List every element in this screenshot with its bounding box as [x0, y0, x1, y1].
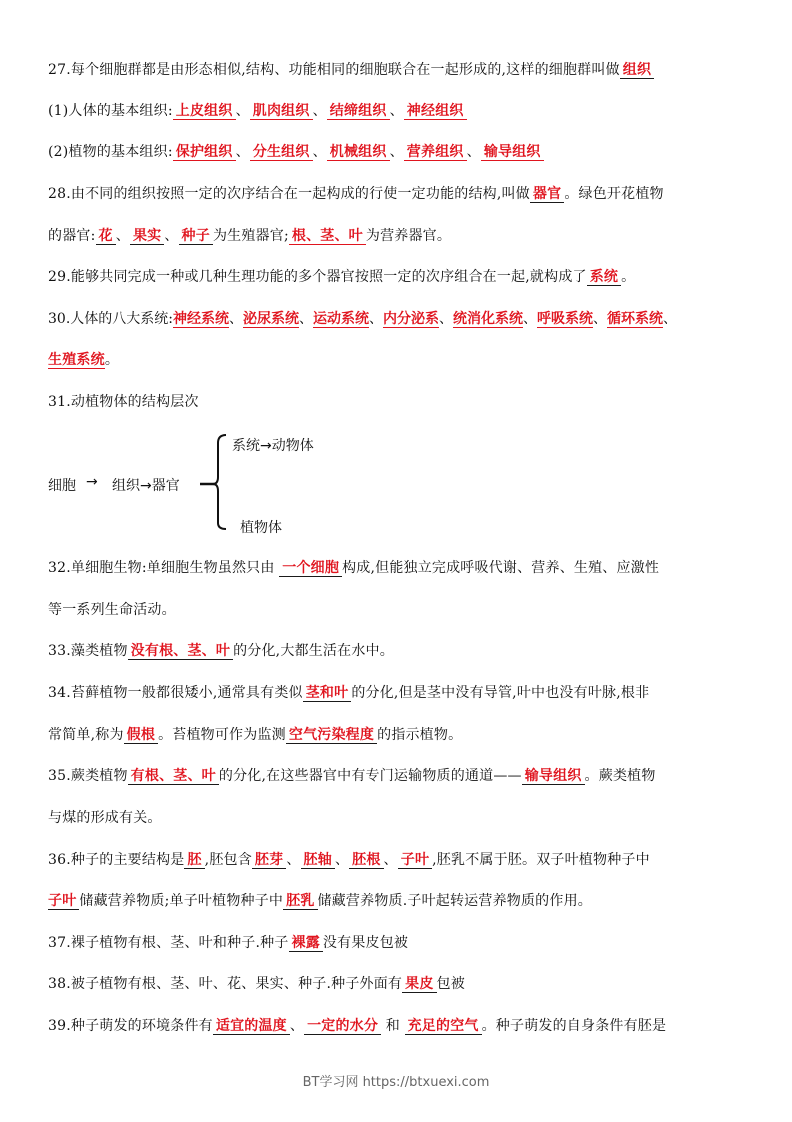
q39-text-mid: 和 — [385, 1018, 400, 1034]
q33-line1 — [48, 641, 394, 661]
q36-line1 — [48, 850, 650, 870]
answer-blank: 神经系统 — [172, 311, 229, 327]
diagram-node-plant: 植物体 — [240, 520, 282, 536]
structure-hierarchy-diagram — [48, 425, 368, 540]
q30-text-post: 。 — [104, 352, 120, 368]
answer-blank: 循环系统 — [606, 311, 663, 327]
answer-blank: 组织 — [620, 62, 654, 79]
q27-text: 27.每个细胞群都是由形态相似,结构、功能相同的细胞联合在一起形成的,这样的细胞群叫做 — [48, 62, 620, 78]
q29-text-post: 。 — [621, 269, 636, 285]
footer-text: BT学习网 https://btxuexi.com — [302, 1075, 490, 1090]
separator: 、 — [438, 311, 453, 327]
separator: 、 — [522, 311, 537, 327]
answer-blank: 运动系统 — [312, 311, 369, 327]
answer-blank: 分生组织 — [250, 144, 313, 161]
q38-line1 — [48, 974, 465, 994]
answer-blank: 保护组织 — [173, 144, 236, 161]
separator: 、 — [368, 311, 383, 327]
separator: 、 — [164, 228, 179, 244]
separator: 、 — [286, 852, 301, 868]
answer-blank: 胚轴 — [301, 852, 335, 869]
answer-blank: 泌尿系统 — [242, 311, 299, 327]
q33-text-post: 的分化,大都生活在水中。 — [233, 643, 394, 659]
q35-text: 35.蕨类植物 — [48, 768, 128, 784]
q30-line1 — [48, 309, 677, 329]
q35-text-mid: 的分化,在这些器官中有专门运输物质的通道—— — [218, 768, 522, 784]
q28-text: 28.由不同的组织按照一定的次序结合在一起构成的行使一定功能的结构,叫做 — [48, 186, 530, 202]
separator: 、 — [298, 311, 313, 327]
q34-text: 常简单,称为 — [48, 727, 124, 743]
q27-line1 — [48, 60, 654, 80]
q27-line3 — [48, 142, 544, 162]
answer-blank: 系统 — [587, 269, 621, 286]
answer-blank: 上皮组织 — [173, 103, 236, 120]
q37-text: 37.裸子植物有根、茎、叶和种子.种子 — [48, 935, 289, 951]
separator: 、 — [466, 144, 481, 160]
q33-text: 33.藻类植物 — [48, 643, 128, 659]
answer-blank: 花 — [96, 228, 116, 245]
q39-line1 — [48, 1016, 666, 1036]
answer-blank: 假根 — [124, 727, 158, 744]
diagram-node-tissue-organ: 组织→器官 — [112, 478, 180, 494]
answer-blank: 有根、茎、叶 — [128, 768, 219, 785]
footer-watermark — [0, 1071, 792, 1090]
answer-blank: 适宜的温度 — [213, 1018, 290, 1035]
answer-blank: 裸露 — [289, 935, 323, 952]
q31-line1 — [48, 392, 199, 412]
answer-blank: 输导组织 — [522, 768, 585, 785]
separator: 、 — [289, 1018, 305, 1034]
answer-blank: 胚 — [184, 852, 204, 869]
answer-blank: 充足的空气 — [405, 1018, 482, 1035]
q28-text-mid: 为生殖器官; — [212, 228, 289, 244]
q36-text-post: ,胚乳不属于胚。双子叶植物种子中 — [432, 852, 650, 868]
q34-text: 34.苔藓植物一般都很矮小,通常具有类似 — [48, 685, 303, 701]
q27-sub1-label: (1)人体的基本组织: — [48, 103, 173, 119]
answer-blank: 胚根 — [349, 852, 383, 869]
answer-blank: 胚乳 — [283, 893, 317, 910]
diagram-node-cell: 细胞 — [48, 478, 76, 494]
q30-line2 — [48, 350, 119, 370]
q32-text: 等一系列生命活动。 — [48, 602, 176, 618]
q31-text: 31.动植物体的结构层次 — [48, 394, 199, 410]
q37-line1 — [48, 933, 408, 953]
answer-blank: 胚芽 — [252, 852, 286, 869]
diagram-node-system-animal: 系统→动物体 — [232, 438, 314, 454]
separator: 、 — [115, 228, 130, 244]
diagram-arrow-icon: → — [86, 474, 98, 490]
separator: 、 — [334, 852, 350, 868]
q38-text: 38.被子植物有根、茎、叶、花、果实、种子.种子外面有 — [48, 976, 403, 992]
q36-text: 36.种子的主要结构是 — [48, 852, 185, 868]
q36-text-mid: ,胚包含 — [204, 852, 252, 868]
q37-text-post: 没有果皮包被 — [322, 935, 409, 951]
answer-blank: 子叶 — [398, 852, 432, 869]
answer-blank: 茎和叶 — [303, 685, 352, 702]
answer-blank: 内分泌系 — [382, 311, 439, 327]
answer-blank: 子叶 — [48, 893, 79, 910]
answer-blank: 种子 — [179, 228, 213, 245]
answer-blank: 输导组织 — [481, 144, 544, 161]
answer-blank: 一个细胞 — [279, 560, 342, 577]
separator: 、 — [235, 144, 250, 160]
q39-text: 39.种子萌发的环境条件有 — [48, 1018, 213, 1034]
separator: 、 — [312, 144, 327, 160]
q34-text-post: 的指示植物。 — [377, 727, 463, 743]
separator: 、 — [389, 144, 404, 160]
q35-line1 — [48, 766, 656, 786]
q34-text-post: 的分化,但是茎中没有导管,叶中也没有叶脉,根非 — [351, 685, 650, 701]
q38-text-post: 包被 — [436, 976, 465, 992]
q34-line1 — [48, 683, 649, 703]
answer-blank: 空气污染程度 — [286, 727, 377, 744]
answer-blank: 结缔组织 — [327, 103, 390, 120]
q32-line1 — [48, 558, 659, 578]
q28-text: 的器官: — [48, 228, 96, 244]
q36-line2 — [48, 891, 592, 911]
q27-line2 — [48, 101, 467, 121]
q29-line1 — [48, 267, 635, 287]
separator: 、 — [389, 103, 404, 119]
q32-text: 32.单细胞生物:单细胞生物虽然只由 — [48, 560, 275, 576]
answer-blank: 果皮 — [402, 976, 436, 993]
answer-blank: 根、茎、叶 — [289, 228, 366, 245]
q29-text: 29.能够共同完成一种或几种生理功能的多个器官按照一定的次序组合在一起,就构成了 — [48, 269, 587, 285]
q28-text-post: 为营养器官。 — [365, 228, 452, 244]
q27-sub2-label: (2)植物的基本组织: — [48, 144, 173, 160]
q35-text-post: 。蕨类植物 — [584, 768, 656, 784]
separator: 、 — [592, 311, 607, 327]
q30-text: 30.人体的八大系统: — [48, 311, 173, 327]
separator: 、 — [228, 311, 243, 327]
q28-line2 — [48, 226, 451, 246]
q34-line2 — [48, 725, 462, 745]
q36-text-mid: 储藏营养物质;单子叶植物种子中 — [79, 893, 284, 909]
answer-blank: 神经组织 — [404, 103, 467, 120]
q28-line1 — [48, 184, 664, 204]
q34-text-mid: 。苔植物可作为监测 — [158, 727, 286, 743]
answer-blank: 呼吸系统 — [536, 311, 593, 327]
answer-blank: 统消化系统 — [452, 311, 523, 327]
q39-text-post: 。种子萌发的自身条件有胚是 — [481, 1018, 667, 1034]
q32-text-post: 构成,但能独立完成呼吸代谢、营养、生殖、应激性 — [342, 560, 660, 576]
q28-text-post: 。绿色开花植物 — [564, 186, 664, 202]
answer-blank: 肌肉组织 — [250, 103, 313, 120]
answer-blank: 一定的水分 — [304, 1018, 381, 1035]
q36-text-post: 储藏营养物质.子叶起转运营养物质的作用。 — [317, 893, 592, 909]
answer-blank: 生殖系统 — [48, 352, 105, 368]
answer-blank: 营养组织 — [404, 144, 467, 161]
separator: 、 — [235, 103, 250, 119]
answer-blank: 果实 — [130, 228, 164, 245]
answer-blank: 机械组织 — [327, 144, 390, 161]
separator: 、 — [383, 852, 398, 868]
brace-icon — [196, 431, 236, 531]
q35-line2 — [48, 808, 162, 828]
separator: 、 — [312, 103, 327, 119]
q35-text: 与煤的形成有关。 — [48, 810, 162, 826]
answer-blank: 器官 — [530, 186, 564, 203]
answer-blank: 没有根、茎、叶 — [128, 643, 233, 660]
q32-line2 — [48, 600, 176, 620]
separator: 、 — [662, 311, 677, 327]
